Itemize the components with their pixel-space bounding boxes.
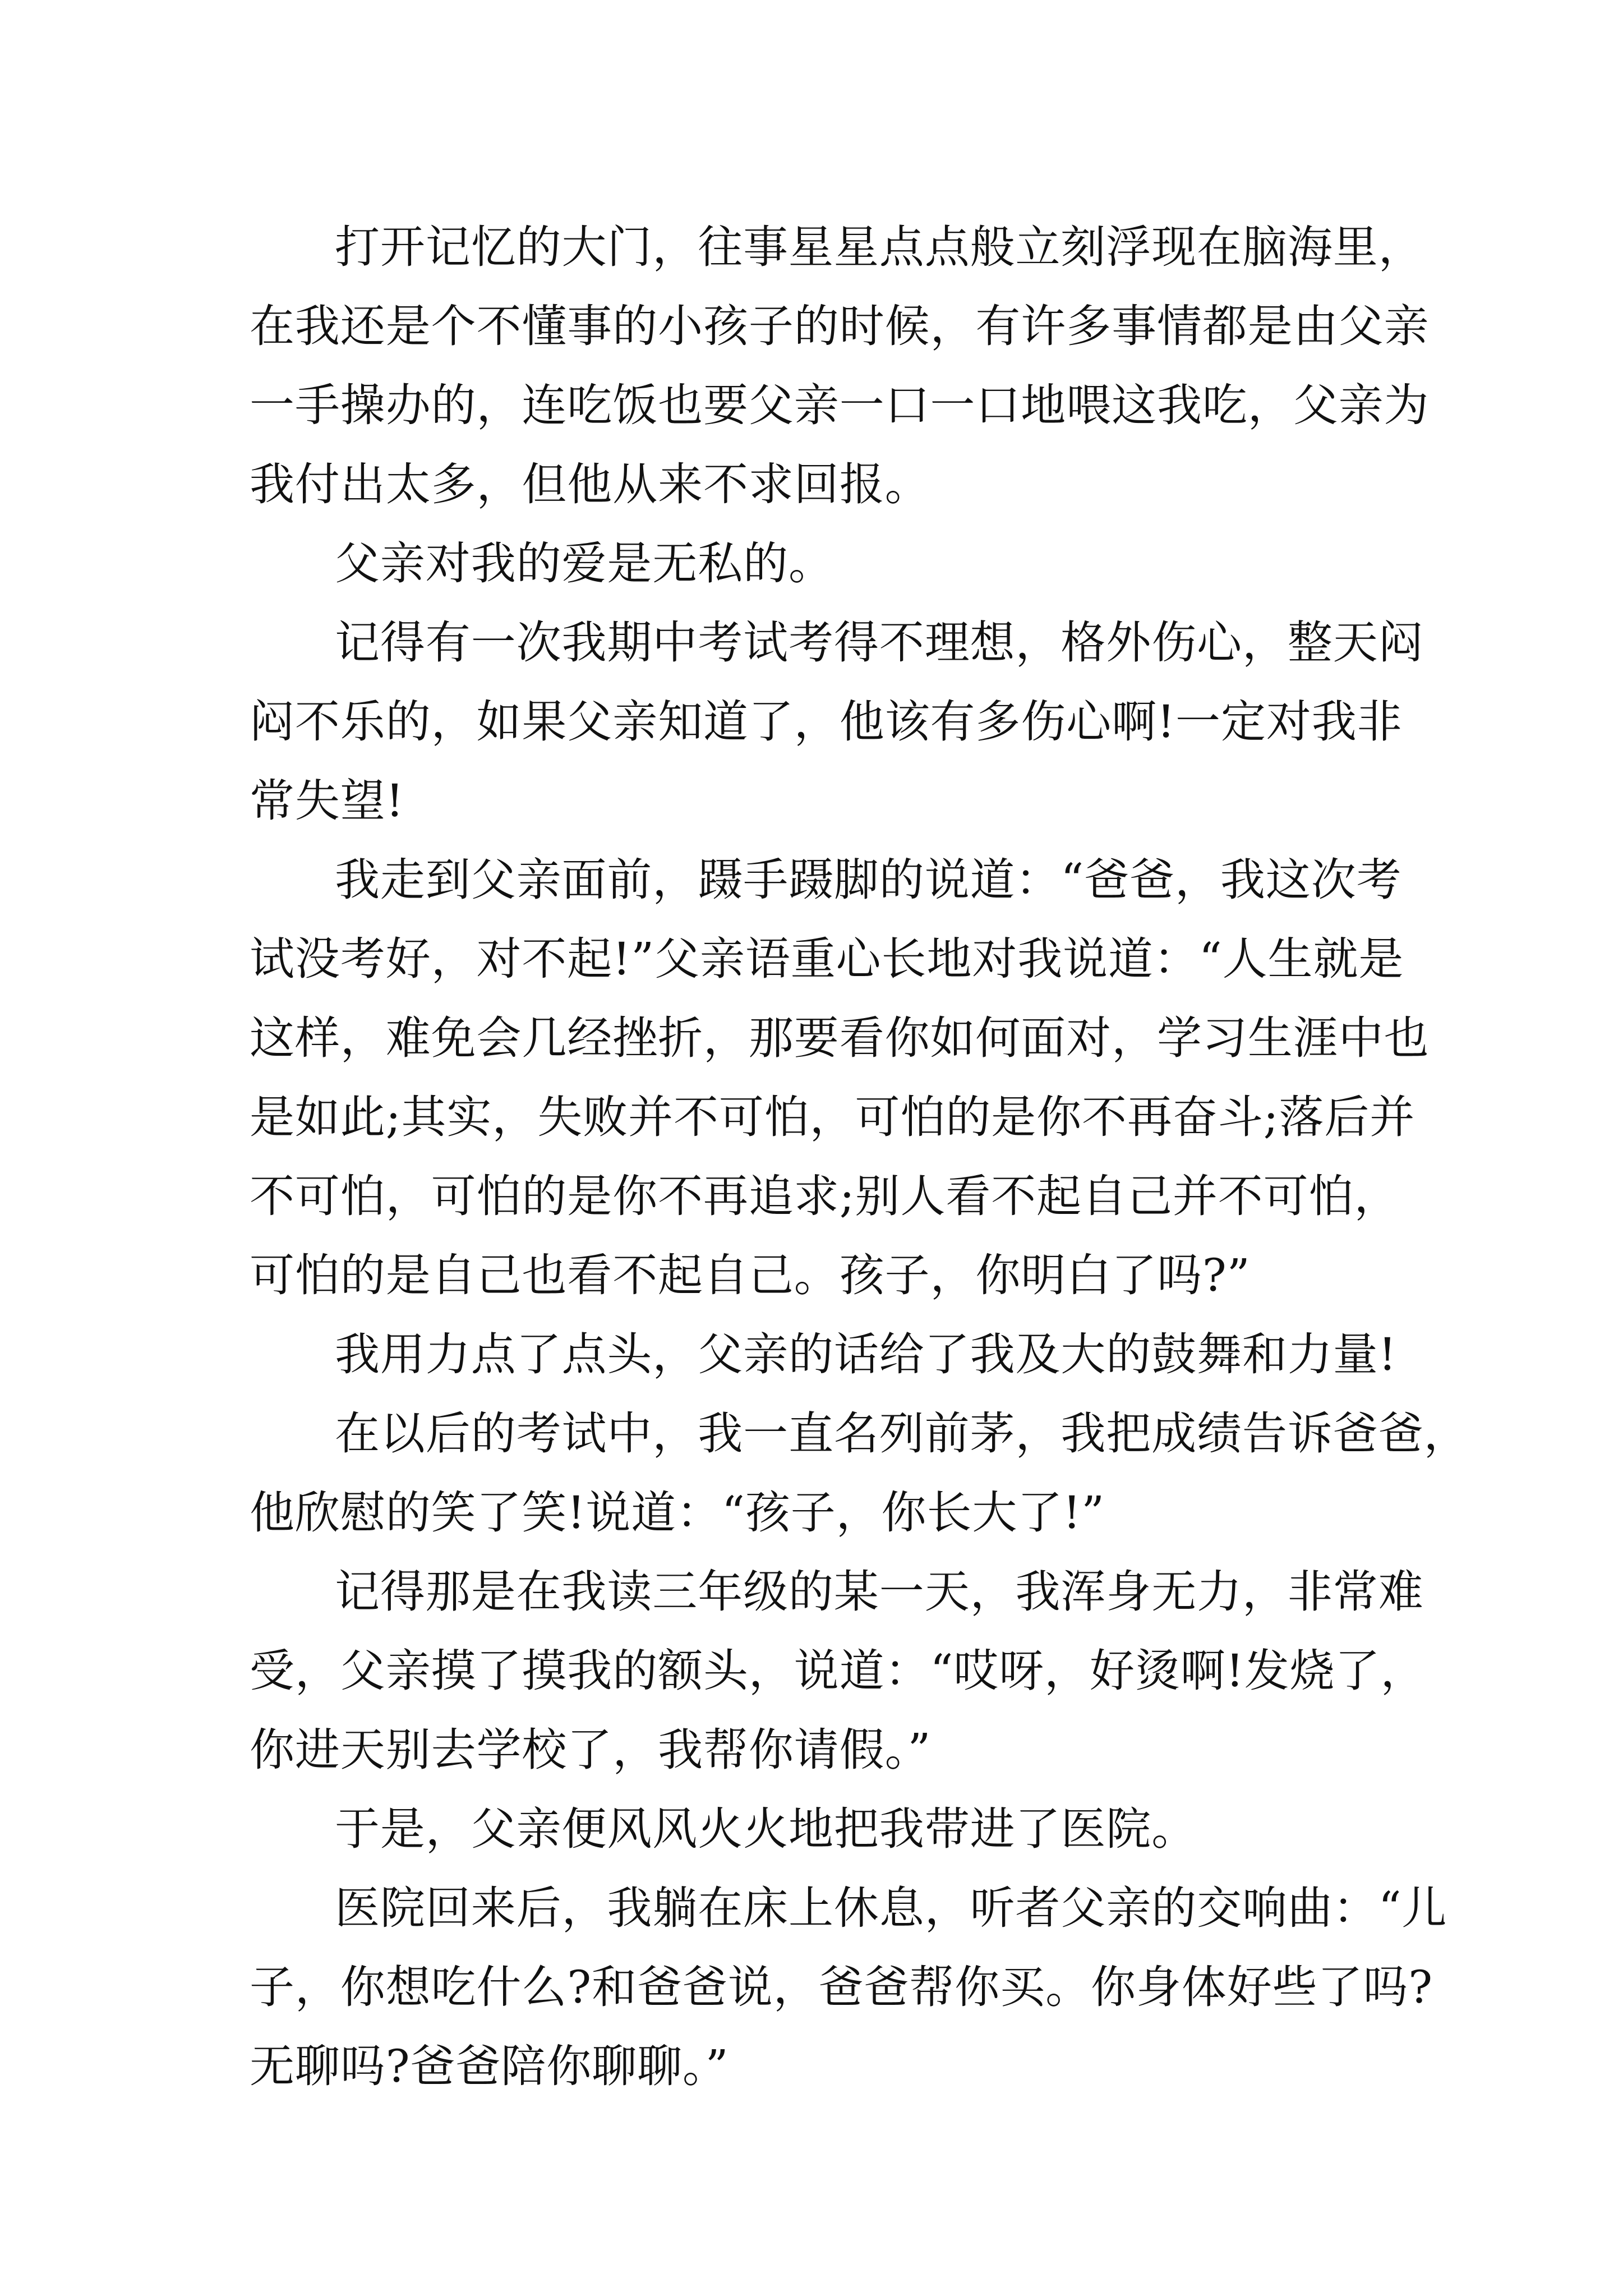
text-line: 医院回来后，我躺在床上休息，听者父亲的交响曲：“儿 [335, 1882, 1447, 1934]
text-line: 闷不乐的，如果父亲知道了，他该有多伤心啊!一定对我非 [250, 696, 1403, 748]
text-line: 这样，难免会几经挫折，那要看你如何面对，学习生涯中也 [250, 1012, 1430, 1064]
text-line: 你进天别去学校了，我帮你请假。” [250, 1724, 932, 1776]
paragraph [250, 1789, 1377, 1869]
text-line: 在以后的考试中，我一直名列前茅，我把成绩告诉爸爸， [335, 1407, 1469, 1460]
paragraph [250, 1552, 1426, 1789]
text-line: 他欣慰的笑了笑!说道：“孩子，你长大了!” [250, 1487, 1105, 1539]
text-line: 我付出太多，但他从来不求回报。 [250, 458, 930, 510]
paragraph [250, 603, 1424, 840]
paragraph [250, 1315, 1397, 1394]
text-line: 记得有一次我期中考试考得不理想，格外伤心，整天闷 [335, 616, 1424, 669]
text-line: 父亲对我的爱是无私的。 [335, 537, 834, 590]
text-line: 无聊吗?爸爸陪你聊聊。” [250, 2040, 729, 2092]
paragraph [250, 524, 1377, 603]
text-line: 我走到父亲面前，蹑手蹑脚的说道：“爸爸，我这次考 [335, 854, 1402, 906]
text-line: 于是，父亲便风风火火地把我带进了医院。 [335, 1803, 1197, 1855]
paragraph [250, 840, 1430, 1315]
text-line: 常失望! [250, 775, 404, 827]
text-line: 是如此;其实，失败并不可怕，可怕的是你不再奋斗;落后并 [250, 1091, 1415, 1143]
text-line: 我用力点了点头，父亲的话给了我及大的鼓舞和力量! [335, 1328, 1397, 1381]
paragraph [250, 1394, 1469, 1552]
text-line: 不可怕，可怕的是你不再追求;别人看不起自己并不可怕， [250, 1170, 1400, 1222]
paragraph [250, 1869, 1447, 2106]
text-line: 受，父亲摸了摸我的额头，说道：“哎呀，好烫啊!发烧了， [250, 1645, 1426, 1697]
body-text [250, 208, 1469, 2106]
text-line: 子，你想吃什么?和爸爸说，爸爸帮你买。你身体好些了吗? [250, 1961, 1433, 2013]
text-line: 试没考好，对不起!”父亲语重心长地对我说道：“人生就是 [250, 933, 1404, 985]
text-line: 在我还是个不懂事的小孩子的时候，有许多事情都是由父亲 [250, 300, 1430, 352]
paragraph [250, 208, 1430, 524]
text-line: 记得那是在我读三年级的某一天，我浑身无力，非常难 [335, 1566, 1424, 1618]
text-line: 打开记忆的大门，往事星星点点般立刻浮现在脑海里， [335, 221, 1424, 273]
text-line: 一手操办的，连吃饭也要父亲一口一口地喂这我吃，父亲为 [250, 379, 1430, 431]
text-line: 可怕的是自己也看不起自己。孩子，你明白了吗?” [250, 1249, 1251, 1301]
